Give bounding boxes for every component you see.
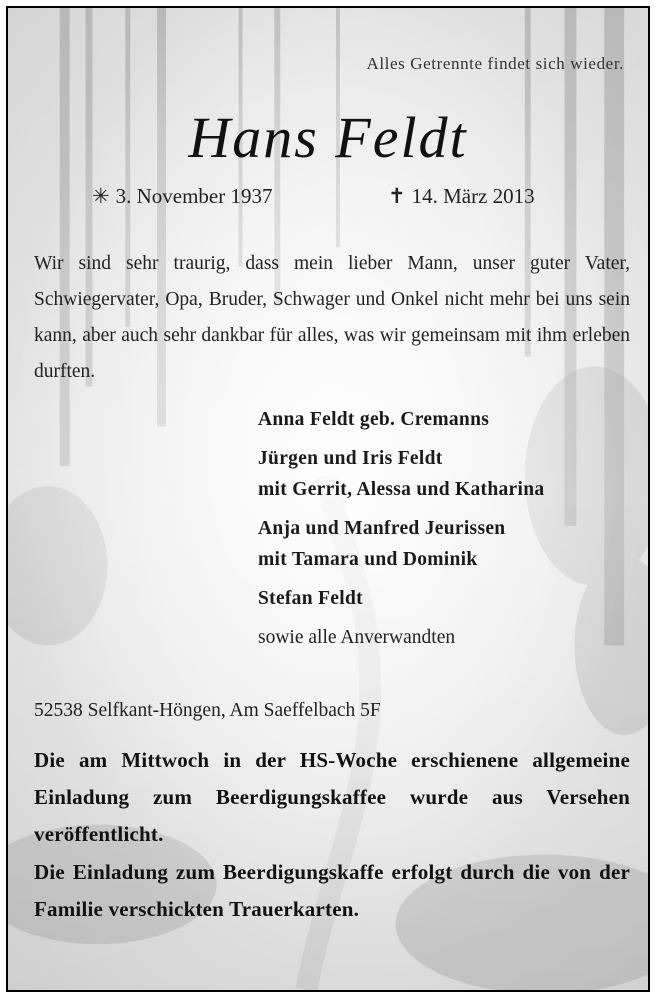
birth-star-icon: ✳	[92, 184, 110, 208]
family-member-children: mit Tamara und Dominik	[258, 549, 478, 570]
family-group	[258, 443, 648, 505]
obituary-frame	[6, 6, 650, 992]
birth-date-text: 3. November 1937	[115, 184, 273, 208]
family-member: Anna Feldt geb. Cremanns	[258, 409, 490, 430]
family-group	[258, 513, 648, 575]
family-member-children: mit Gerrit, Alessa und Katharina	[258, 479, 545, 500]
family-member: Stefan Feldt	[258, 588, 363, 609]
family-member: Anja und Manfred Jeurissen	[258, 518, 506, 539]
birth-date	[92, 184, 273, 209]
family-group	[258, 404, 648, 435]
relatives-text: sowie alle Anverwandten	[258, 627, 456, 648]
motto-text: Alles Getrennte findet sich wieder.	[366, 54, 624, 73]
deceased-name: Hans Feldt	[188, 105, 468, 170]
family-list	[258, 404, 648, 653]
death-date-text: 14. März 2013	[411, 184, 535, 208]
invitation-notice: Die Einladung zum Beerdigungskaffe erfolgt durch die von der Familie verschickten Trauerkarten.	[34, 860, 630, 921]
mourning-message: Wir sind sehr traurig, dass mein lieber Mann, unser guter Vater, Schwiegervater, Opa, Bruder, Schwager und Onkel nicht mehr bei uns sein kann, aber auch sehr dankbar für alles, was wir gemeinsam mit ihm erleben durften.	[34, 253, 630, 382]
correction-notice: Die am Mittwoch in der HS-Woche erschienene allgemeine Einladung zum Beerdigungskaffee wurde aus Versehen veröffentlicht.	[34, 748, 630, 846]
death-date	[388, 184, 535, 209]
family-member: Jürgen und Iris Feldt	[258, 448, 443, 469]
family-group	[258, 583, 648, 614]
address-text: 52538 Selfkant-Höngen, Am Saeffelbach 5F	[34, 700, 381, 721]
death-cross-icon: ✝	[388, 184, 406, 208]
